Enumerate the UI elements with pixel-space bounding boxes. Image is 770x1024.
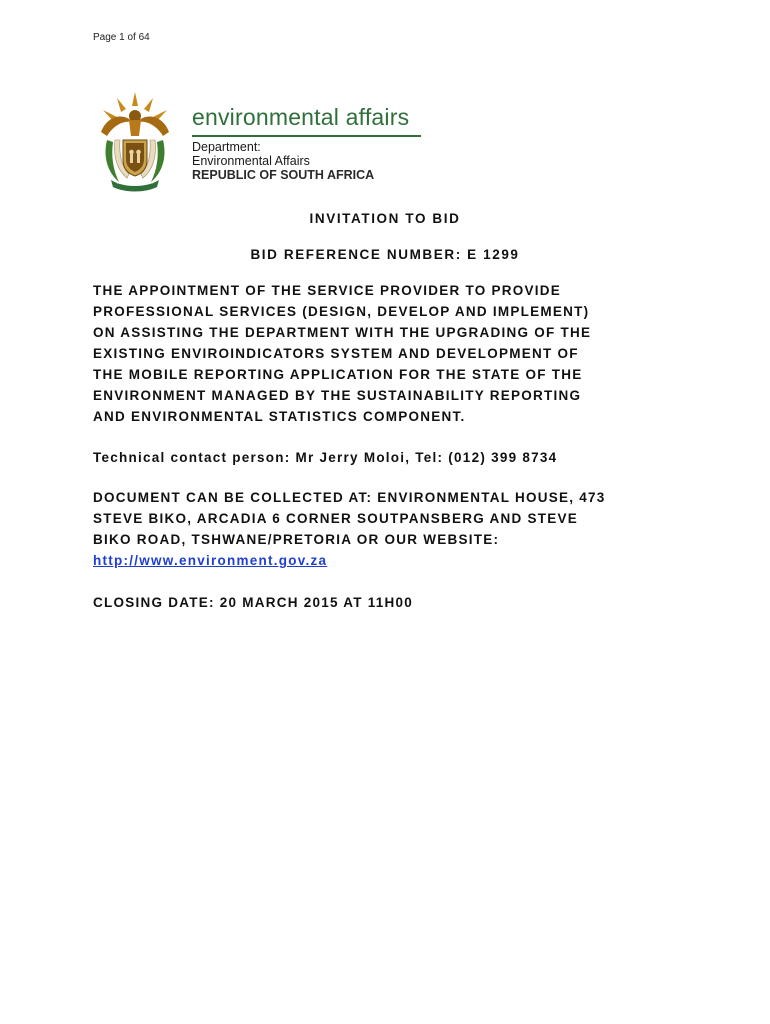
bid-title-line: THE MOBILE REPORTING APPLICATION FOR THE STATE OF THE xyxy=(93,367,583,382)
department-label: Department: xyxy=(192,140,261,154)
collection-line: BIKO ROAD, TSHWANE/PRETORIA OR OUR WEBSITE: xyxy=(93,532,500,547)
website-link[interactable]: http://www.environment.gov.za xyxy=(93,553,328,568)
technical-contact-text: Technical contact person: Mr Jerry Moloi, Tel: (012) 399 8734 xyxy=(93,450,558,465)
collection-line: DOCUMENT CAN BE COLLECTED AT: ENVIRONMENTAL HOUSE, 473 xyxy=(93,490,606,505)
bid-title-line: AND ENVIRONMENTAL STATISTICS COMPONENT. xyxy=(93,409,466,424)
closing-date xyxy=(93,592,693,613)
bid-title-line: THE APPOINTMENT OF THE SERVICE PROVIDER TO PROVIDE xyxy=(93,283,562,298)
collection-info xyxy=(93,487,693,571)
department-name: environmental affairs xyxy=(192,104,410,130)
page-number: Page 1 of 64 xyxy=(93,32,150,43)
bid-title-line: ON ASSISTING THE DEPARTMENT WITH THE UPGRADING OF THE xyxy=(93,325,592,340)
department-full-name: Environmental Affairs xyxy=(192,154,310,168)
bid-title-line: ENVIRONMENT MANAGED BY THE SUSTAINABILITY REPORTING xyxy=(93,388,582,403)
bid-title-line: EXISTING ENVIROINDICATORS SYSTEM AND DEVELOPMENT OF xyxy=(93,346,579,361)
bid-reference-number: BID REFERENCE NUMBER: E 1299 xyxy=(250,247,520,262)
technical-contact xyxy=(93,447,693,468)
letterhead xyxy=(93,90,425,192)
country-name: REPUBLIC OF SOUTH AFRICA xyxy=(192,168,375,182)
document-heading: INVITATION TO BID xyxy=(309,211,461,226)
south-africa-coat-of-arms-icon xyxy=(93,90,177,192)
collection-line: STEVE BIKO, ARCADIA 6 CORNER SOUTPANSBERG AND STEVE xyxy=(93,511,579,526)
bid-title xyxy=(93,280,693,427)
letterhead-divider xyxy=(192,135,421,137)
bid-title-line: PROFESSIONAL SERVICES (DESIGN, DEVELOP AND IMPLEMENT) xyxy=(93,304,590,319)
closing-date-text: CLOSING DATE: 20 MARCH 2015 AT 11H00 xyxy=(93,595,414,610)
